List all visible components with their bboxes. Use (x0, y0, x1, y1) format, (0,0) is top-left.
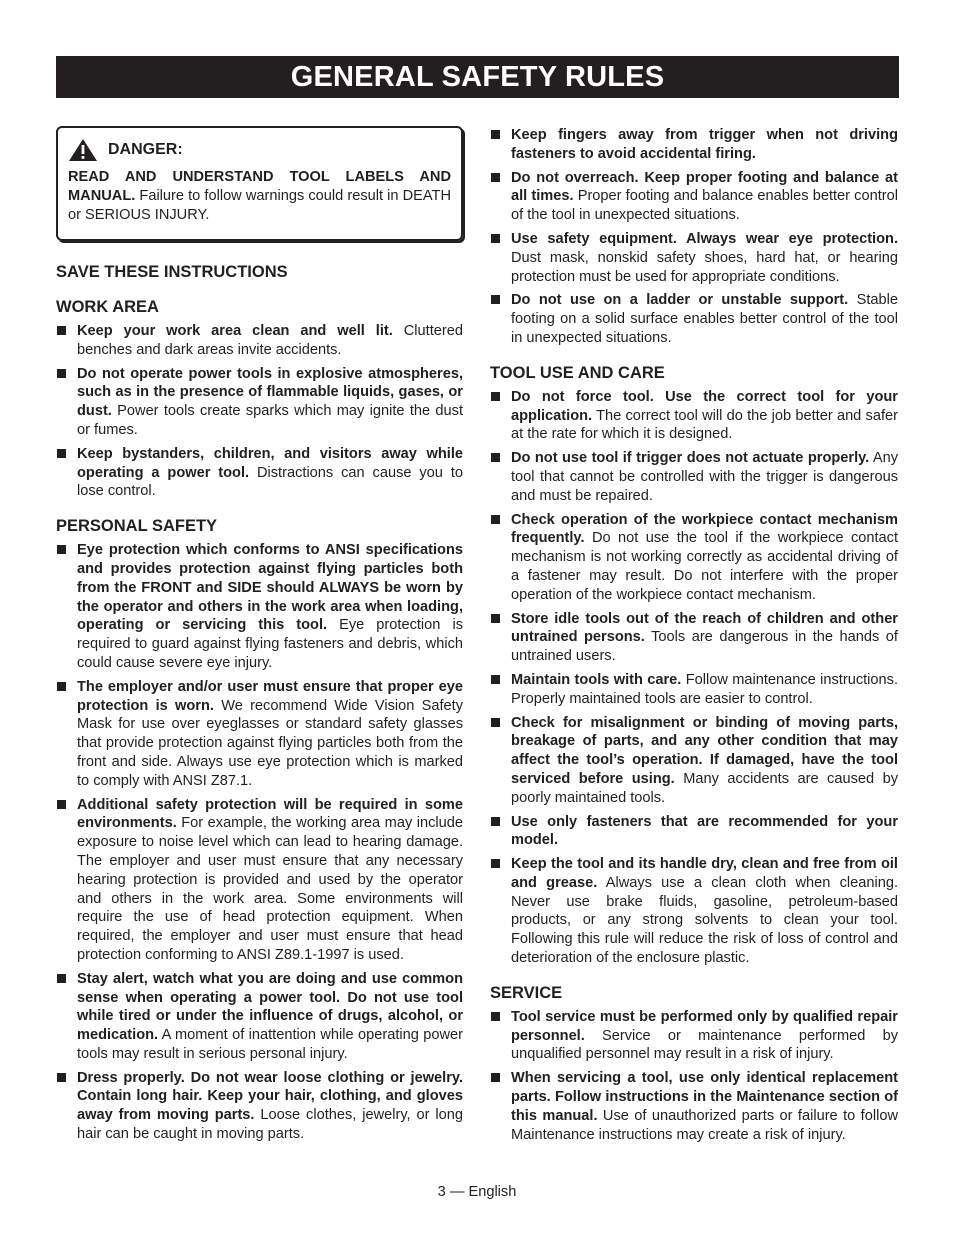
list-item (56, 322, 463, 360)
item-bold: Keep fingers away from trigger when not driving fasteners to avoid accidental firing. (511, 127, 898, 162)
item-text: Any tool that cannot be controlled with the trigger is dangerous and must be repaired. (511, 450, 898, 504)
bullet-icon (491, 515, 500, 524)
item-bold: Check operation of the workpiece contact mechanism frequently. (511, 511, 898, 547)
section-heading-tool-use-and-care: TOOL USE AND CARE (490, 363, 665, 382)
list-item (490, 230, 898, 286)
item-text: Do not use the tool if the workpiece contact mechanism is not working correctly as accidental driving of a fastener may result. Do not interfere with the proper operation of the workpiece contact mechanism. (511, 530, 898, 603)
personal-safety-continued-list (490, 126, 898, 348)
item-text: Cluttered benches and dark areas invite accidents. (77, 323, 463, 358)
item-text: Power tools create sparks which may ignite the dust or fumes. (77, 403, 463, 438)
tool-use-list (490, 388, 898, 968)
section-heading-personal-safety: PERSONAL SAFETY (56, 517, 218, 536)
list-item (490, 1069, 898, 1144)
item-text: A moment of inattention while operating power tools may result in serious personal injury. (77, 1027, 463, 1062)
item-bold: Keep your work area clean and well lit. (77, 323, 393, 339)
item-bold: Keep the tool and its handle dry, clean and free from oil and grease. (511, 856, 898, 891)
bullet-icon (491, 1073, 500, 1082)
personal-safety-list (56, 541, 463, 1144)
list-item (490, 291, 898, 347)
list-item (56, 678, 463, 791)
right-column (490, 126, 898, 1158)
item-text: Tools are dangerous in the hands of untrained users. (511, 629, 898, 665)
bullet-icon (491, 130, 500, 139)
page-footer: 3 — English (437, 1184, 517, 1200)
item-text: For example, the working area may include exposure to noise level which can lead to hearing damage. The employer and user must ensure that any necessary hearing protection is provided and used by the operator and others in the work area. Some environments will require the use of head protection equipment. When required, the employer and user must ensure that head protection conforming to ANSI Z89.1-1997 is used. (77, 815, 463, 963)
list-item (56, 445, 463, 501)
item-bold: Dress properly. Do not wear loose clothing or jewelry. Contain long hair. Keep your hair, clothing, and gloves away from moving parts. (77, 1069, 463, 1124)
item-bold: Maintain tools with care. (511, 671, 682, 688)
section-heading-service: SERVICE (490, 983, 563, 1002)
bullet-icon (491, 817, 500, 826)
save-instructions-heading: SAVE THESE INSTRUCTIONS (56, 263, 288, 281)
list-item (56, 1069, 463, 1144)
page-title: GENERAL SAFETY RULES (290, 61, 665, 93)
danger-body-text: Failure to follow warnings could result in DEATH or SERIOUS INJURY. (68, 188, 451, 223)
bullet-icon (57, 974, 66, 983)
list-item (490, 671, 898, 709)
danger-bold-text: READ AND UNDERSTAND TOOL LABELS AND MANUAL. (68, 169, 451, 204)
item-text: Proper footing and balance enables better control of the tool in unexpected situations. (511, 188, 898, 224)
bullet-icon (491, 234, 500, 243)
left-column (56, 126, 463, 1158)
item-bold: Do not operate power tools in explosive atmospheres, such as in the presence of flammable liquids, gases, or dust. (77, 365, 463, 420)
bullet-icon (491, 453, 500, 462)
list-item (56, 796, 463, 965)
bullet-icon (57, 682, 66, 691)
bullet-icon (491, 614, 500, 623)
list-item (56, 365, 463, 440)
list-item (490, 714, 898, 808)
item-text: Eye protection is required to guard against flying fasteners and debris, which could cause severe eye injury. (77, 617, 463, 671)
bullet-icon (491, 1012, 500, 1021)
list-item (490, 610, 898, 666)
item-text: Use of unauthorized parts or failure to follow Maintenance instructions may create a risk of injury. (511, 1107, 898, 1143)
danger-text (68, 168, 451, 225)
list-item (490, 855, 898, 968)
work-area-list (56, 322, 463, 501)
item-text: Always use a clean cloth when cleaning. Never use brake fluids, gasoline, petroleum-based products, or any strong solvents to clean your tool. Following this rule will reduce the risk of loss of control and deterioration of the enclosure plastic. (511, 874, 898, 967)
list-item (56, 970, 463, 1064)
warning-icon (68, 138, 98, 162)
section-heading-work-area: WORK AREA (56, 298, 159, 316)
item-bold: Do not overreach. Keep proper footing and balance at all times. (511, 169, 898, 205)
item-bold: Stay alert, watch what you are doing and use common sense when operating a power tool. Do not use tool while tired or under the influence of drugs, alcohol, or medication. (77, 970, 463, 1044)
danger-label: DANGER: (108, 141, 183, 158)
item-bold: Tool service must be performed only by qualified repair personnel. (511, 1008, 898, 1044)
item-bold: Eye protection which conforms to ANSI specifications and provides protection against flying particles both from the FRONT and SIDE should ALWAYS be worn by the operator and others in the work area when loading, operating or servicing this tool. (77, 542, 463, 634)
item-text: Stable footing on a solid surface enables better control of the tool in unexpected situations. (511, 292, 899, 346)
bullet-icon (57, 1073, 66, 1082)
bullet-icon (491, 295, 500, 304)
title-bar (56, 56, 899, 98)
item-bold: Use only fasteners that are recommended for your model. (511, 813, 898, 849)
item-text: Loose clothes, jewelry, or long hair can be caught in moving parts. (77, 1107, 463, 1143)
bullet-icon (57, 800, 66, 809)
bullet-icon (491, 392, 500, 401)
item-bold: The employer and/or user must ensure that proper eye protection is worn. (77, 678, 463, 714)
list-item (56, 541, 463, 673)
item-bold: Do not use tool if trigger does not actuate properly. (511, 450, 870, 467)
list-item (490, 169, 898, 225)
item-text: Service or maintenance performed by unqualified personnel may result in a risk of injury. (511, 1027, 898, 1063)
bullet-icon (491, 718, 500, 727)
list-item (490, 511, 898, 605)
item-text: Many accidents are caused by poorly maintained tools. (511, 770, 898, 806)
danger-box (56, 126, 463, 241)
item-text: We recommend Wide Vision Safety Mask for use over eyeglasses or standard safety glasses that provide protection against flying particles both from the front and side. Always use eye protection which is marked to comply with ANSI Z87.1. (77, 697, 463, 789)
bullet-icon (57, 545, 66, 554)
list-item (490, 126, 898, 164)
bullet-icon (57, 449, 66, 458)
item-text: Distractions can cause you to lose control. (77, 464, 463, 500)
item-text: Dust mask, nonskid safety shoes, hard hat, or hearing protection must be used for appropriate conditions. (511, 249, 898, 285)
item-bold: Store idle tools out of the reach of children and other untrained persons. (511, 610, 898, 646)
item-bold: Additional safety protection will be required in some environments. (77, 796, 463, 832)
item-text: Follow maintenance instructions. Properly maintained tools are easier to control. (511, 671, 898, 707)
bullet-icon (491, 675, 500, 684)
list-item (490, 449, 898, 505)
item-bold: Check for misalignment or binding of moving parts, breakage of parts, and any other condition that may affect the tool’s operation. If damaged, have the tool serviced before using. (511, 714, 898, 787)
item-bold: Use safety equipment. Always wear eye protection. (511, 230, 898, 247)
item-text: The correct tool will do the job better and safer at the rate for which it is designed. (511, 407, 898, 443)
list-item (490, 388, 898, 444)
item-bold: Do not use on a ladder or unstable support. (511, 292, 849, 309)
bullet-icon (491, 859, 500, 868)
danger-header (68, 138, 451, 162)
item-bold: When servicing a tool, use only identical replacement parts. Follow instructions in the Maintenance section of this manual. (511, 1070, 898, 1124)
service-list (490, 1008, 898, 1145)
item-bold: Do not force tool. Use the correct tool for your application. (511, 388, 898, 424)
list-item (490, 813, 898, 851)
bullet-icon (57, 326, 66, 335)
bullet-icon (491, 173, 500, 182)
item-bold: Keep bystanders, children, and visitors away while operating a power tool. (77, 445, 463, 481)
bullet-icon (57, 369, 66, 378)
list-item (490, 1008, 898, 1064)
